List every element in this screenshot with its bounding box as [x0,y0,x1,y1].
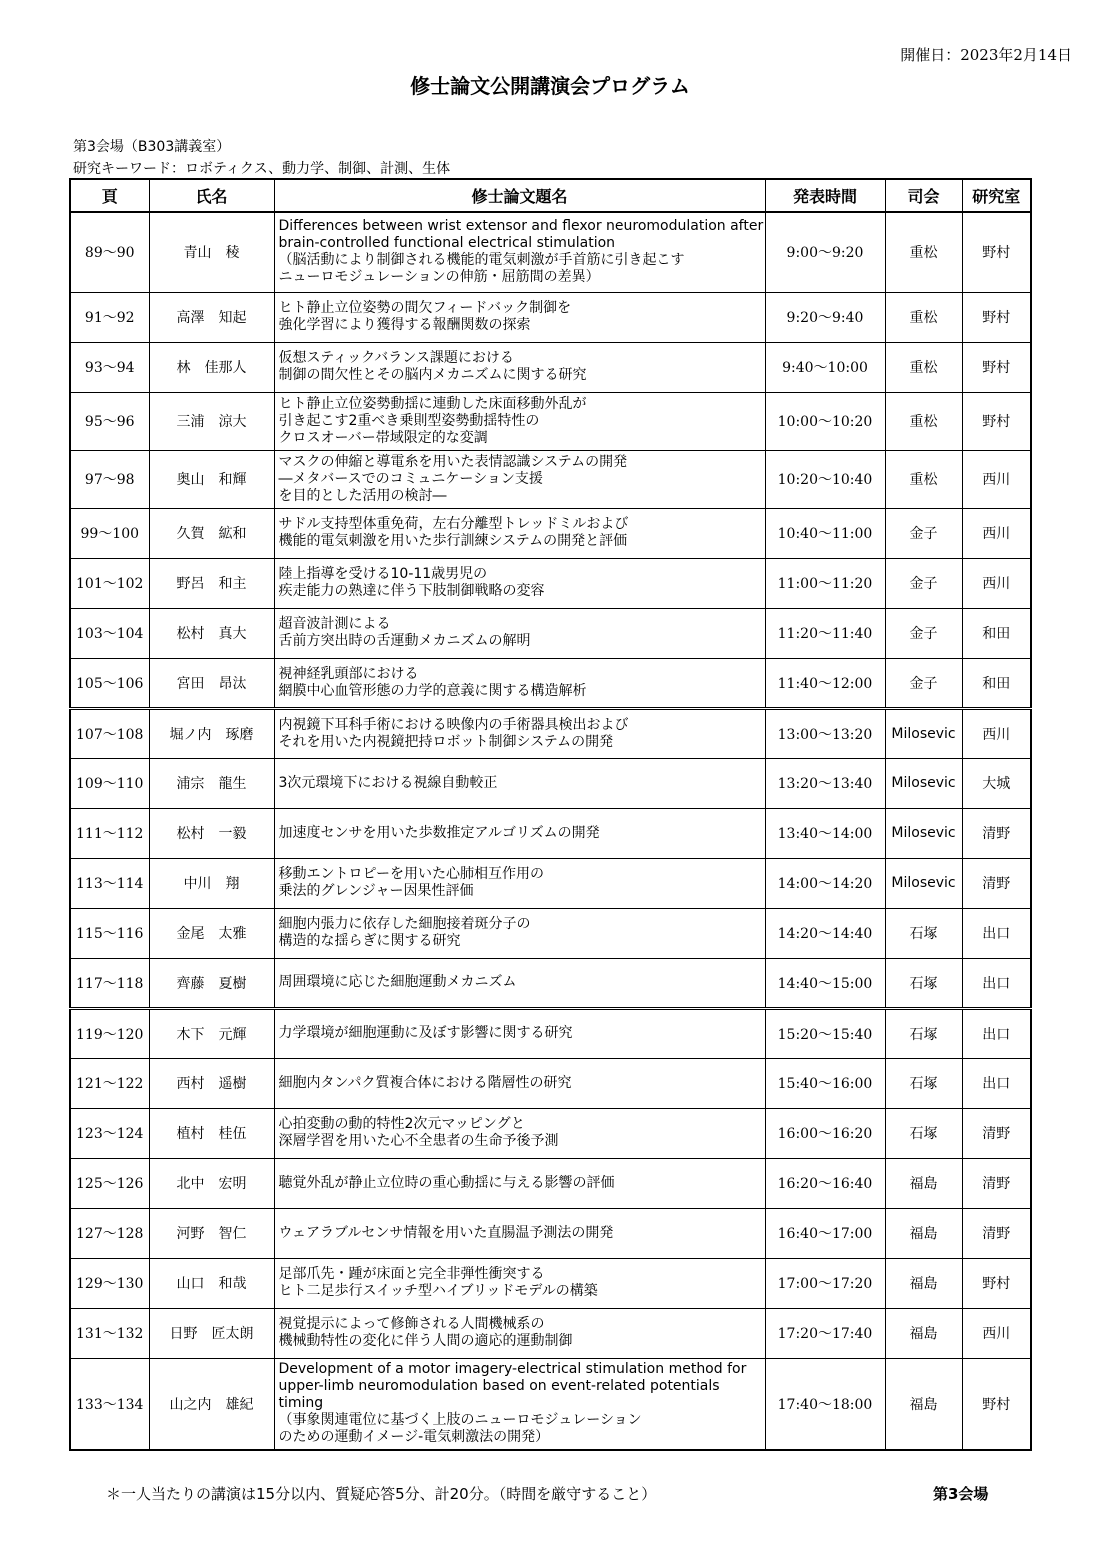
table-row [70,708,1031,758]
footnote: ＊一人当たりの講演は15分以内、質疑応答5分、計20分。（時間を厳守すること） [106,1485,657,1503]
cell-name: 宮田 昂汰 [149,658,274,708]
cell-page: 115～116 [70,908,149,958]
cell-time: 14:40～15:00 [765,958,885,1008]
cell-lab: 野村 [962,342,1031,392]
cell-title: 3次元環境下における視線自動較正 [274,758,765,808]
cell-title: 足部爪先・踵が床面と完全非弾性衝突する ヒト二足歩行スイッチ型ハイブリッドモデルの構築 [274,1258,765,1308]
cell-title: ヒト静止立位姿勢動揺に連動した床面移動外乱が 引き起こす2重べき乗則型姿勢動揺特性の クロスオーバー帯域限定的な変調 [274,392,765,450]
cell-lab: 西川 [962,708,1031,758]
cell-title: 心拍変動の動的特性2次元マッピングと 深層学習を用いた心不全患者の生命予後予測 [274,1108,765,1158]
cell-title: Differences between wrist extensor and flexor neuromodulation after brain-controlled functional electrical stimulation （脳活動により制御される機能的電気刺激が手首筋に引き起こす ニューロモジュレーションの伸筋・屈筋間の差異） [274,212,765,292]
cell-chair: 福島 [885,1158,962,1208]
cell-name: 野呂 和主 [149,558,274,608]
cell-name: 松村 一毅 [149,808,274,858]
col-header-chair: 司会 [885,179,962,212]
table-row [70,1308,1031,1358]
cell-page: 91～92 [70,292,149,342]
cell-time: 10:00～10:20 [765,392,885,450]
cell-time: 17:20～17:40 [765,1308,885,1358]
cell-title: 力学環境が細胞運動に及ぼす影響に関する研究 [274,1008,765,1058]
cell-title: マスクの伸縮と導電糸を用いた表情認識システムの開発 ―メタバースでのコミュニケーション支援 を目的とした活用の検討― [274,450,765,508]
col-header-name: 氏名 [149,179,274,212]
cell-chair: Milosevic [885,858,962,908]
cell-chair: 石塚 [885,1108,962,1158]
cell-title: 細胞内張力に依存した細胞接着斑分子の 構造的な揺らぎに関する研究 [274,908,765,958]
table-row [70,1008,1031,1058]
cell-name: 林 佳那人 [149,342,274,392]
cell-time: 9:20～9:40 [765,292,885,342]
cell-name: 植村 桂伍 [149,1108,274,1158]
cell-chair: 石塚 [885,908,962,958]
cell-chair: 福島 [885,1358,962,1450]
cell-lab: 出口 [962,958,1031,1008]
cell-name: 久賀 絋和 [149,508,274,558]
cell-chair: 重松 [885,450,962,508]
cell-name: 木下 元輝 [149,1008,274,1058]
cell-name: 高澤 知起 [149,292,274,342]
cell-time: 11:20～11:40 [765,608,885,658]
cell-name: 山之内 雄紀 [149,1358,274,1450]
cell-lab: 野村 [962,292,1031,342]
room-label: 第3会場 [933,1485,989,1503]
cell-name: 堀ノ内 琢磨 [149,708,274,758]
cell-page: 105～106 [70,658,149,708]
table-row [70,342,1031,392]
cell-lab: 清野 [962,808,1031,858]
table-row [70,658,1031,708]
cell-time: 14:20～14:40 [765,908,885,958]
table-row [70,1358,1031,1450]
cell-time: 13:20～13:40 [765,758,885,808]
cell-title: ウェアラブルセンサ情報を用いた直腸温予測法の開発 [274,1208,765,1258]
cell-name: 北中 宏明 [149,1158,274,1208]
cell-chair: 福島 [885,1258,962,1308]
cell-lab: 出口 [962,908,1031,958]
cell-title: 加速度センサを用いた歩数推定アルゴリズムの開発 [274,808,765,858]
cell-page: 93～94 [70,342,149,392]
cell-lab: 野村 [962,212,1031,292]
cell-time: 16:00～16:20 [765,1108,885,1158]
table-row [70,858,1031,908]
cell-time: 16:40～17:00 [765,1208,885,1258]
cell-name: 金尾 太雅 [149,908,274,958]
cell-name: 山口 和哉 [149,1258,274,1308]
cell-page: 113～114 [70,858,149,908]
cell-page: 103～104 [70,608,149,658]
cell-page: 123～124 [70,1108,149,1158]
cell-name: 中川 翔 [149,858,274,908]
cell-time: 17:40～18:00 [765,1358,885,1450]
cell-name: 浦宗 龍生 [149,758,274,808]
cell-lab: 野村 [962,1258,1031,1308]
cell-name: 三浦 涼大 [149,392,274,450]
cell-chair: 重松 [885,212,962,292]
cell-lab: 西川 [962,558,1031,608]
cell-lab: 和田 [962,608,1031,658]
table-header-row [70,179,1031,212]
cell-page: 117～118 [70,958,149,1008]
cell-title: 周囲環境に応じた細胞運動メカニズム [274,958,765,1008]
cell-page: 101～102 [70,558,149,608]
cell-time: 10:20～10:40 [765,450,885,508]
date-label: 開催日：2023年2月14日 [900,46,1072,64]
cell-title: サドル支持型体重免荷，左右分離型トレッドミルおよび 機能的電気刺激を用いた歩行訓練システムの開発と評価 [274,508,765,558]
cell-lab: 野村 [962,1358,1031,1450]
cell-chair: 金子 [885,608,962,658]
cell-title: 視神経乳頭部における 網膜中心血管形態の力学的意義に関する構造解析 [274,658,765,708]
program-table [69,178,1032,1451]
cell-chair: 石塚 [885,958,962,1008]
venue-label: 第3会場（B303講義室） [73,139,231,155]
cell-title: ヒト静止立位姿勢の間欠フィードバック制御を 強化学習により獲得する報酬関数の探索 [274,292,765,342]
cell-page: 119～120 [70,1008,149,1058]
cell-time: 15:40～16:00 [765,1058,885,1108]
cell-time: 11:00～11:20 [765,558,885,608]
table-row [70,908,1031,958]
cell-title: 視覚提示によって修飾される人間機械系の 機械動特性の変化に伴う人間の適応的運動制御 [274,1308,765,1358]
cell-time: 16:20～16:40 [765,1158,885,1208]
cell-page: 89～90 [70,212,149,292]
cell-name: 日野 匠太朗 [149,1308,274,1358]
table-row [70,808,1031,858]
cell-time: 9:40～10:00 [765,342,885,392]
cell-title: 聴覚外乱が静止立位時の重心動揺に与える影響の評価 [274,1158,765,1208]
table-row [70,1158,1031,1208]
table-row [70,1258,1031,1308]
cell-page: 133～134 [70,1358,149,1450]
cell-page: 107～108 [70,708,149,758]
cell-page: 131～132 [70,1308,149,1358]
cell-title: 移動エントロピーを用いた心肺相互作用の 乗法的グレンジャー因果性評価 [274,858,765,908]
cell-name: 西村 遥樹 [149,1058,274,1108]
col-header-title: 修士論文題名 [274,179,765,212]
col-header-time: 発表時間 [765,179,885,212]
table-row [70,1208,1031,1258]
cell-lab: 清野 [962,1108,1031,1158]
cell-time: 10:40～11:00 [765,508,885,558]
cell-page: 111～112 [70,808,149,858]
cell-lab: 大城 [962,758,1031,808]
cell-time: 14:00～14:20 [765,858,885,908]
cell-lab: 西川 [962,1308,1031,1358]
table-body [70,212,1031,1450]
cell-lab: 西川 [962,450,1031,508]
cell-chair: 福島 [885,1308,962,1358]
cell-page: 99～100 [70,508,149,558]
cell-chair: 金子 [885,508,962,558]
cell-lab: 野村 [962,392,1031,450]
cell-time: 9:00～9:20 [765,212,885,292]
cell-chair: 重松 [885,292,962,342]
cell-chair: 重松 [885,342,962,392]
cell-lab: 西川 [962,508,1031,558]
cell-lab: 清野 [962,1158,1031,1208]
table-row [70,450,1031,508]
cell-title: 陸上指導を受ける10-11歳男児の 疾走能力の熟達に伴う下肢制御戦略の変容 [274,558,765,608]
cell-lab: 出口 [962,1008,1031,1058]
cell-time: 15:20～15:40 [765,1008,885,1058]
cell-lab: 清野 [962,1208,1031,1258]
cell-time: 17:00～17:20 [765,1258,885,1308]
cell-lab: 和田 [962,658,1031,708]
table-row [70,212,1031,292]
keywords-label: 研究キーワード：ロボティクス、動力学、制御、計測、生体 [73,161,451,177]
cell-page: 129～130 [70,1258,149,1308]
cell-lab: 清野 [962,858,1031,908]
cell-lab: 出口 [962,1058,1031,1108]
cell-title: Development of a motor imagery-electrical stimulation method for upper-limb neuromodulation based on event-related potentials timing （事象関連電位に基づく上肢のニューロモジュレーション のための運動イメージ-電気刺激法の開発） [274,1358,765,1450]
table-row [70,1058,1031,1108]
cell-chair: Milosevic [885,758,962,808]
cell-name: 河野 智仁 [149,1208,274,1258]
cell-title: 超音波計測による 舌前方突出時の舌運動メカニズムの解明 [274,608,765,658]
cell-title: 細胞内タンパク質複合体における階層性の研究 [274,1058,765,1108]
col-header-lab: 研究室 [962,179,1031,212]
table-row [70,292,1031,342]
cell-time: 11:40～12:00 [765,658,885,708]
table-row [70,958,1031,1008]
cell-time: 13:00～13:20 [765,708,885,758]
cell-name: 奥山 和輝 [149,450,274,508]
cell-chair: Milosevic [885,808,962,858]
table-row [70,608,1031,658]
cell-page: 121～122 [70,1058,149,1108]
cell-chair: 金子 [885,558,962,608]
cell-page: 127～128 [70,1208,149,1258]
cell-chair: Milosevic [885,708,962,758]
cell-name: 青山 稜 [149,212,274,292]
table-row [70,758,1031,808]
table-row [70,508,1031,558]
cell-chair: 重松 [885,392,962,450]
cell-title: 仮想スティックバランス課題における 制御の間欠性とその脳内メカニズムに関する研究 [274,342,765,392]
page-title: 修士論文公開講演会プログラム [410,74,690,98]
cell-title: 内視鏡下耳科手術における映像内の手術器具検出および それを用いた内視鏡把持ロボット制御システムの開発 [274,708,765,758]
cell-page: 109～110 [70,758,149,808]
table-row [70,1108,1031,1158]
col-header-page: 頁 [70,179,149,212]
cell-page: 97～98 [70,450,149,508]
cell-name: 齊藤 夏樹 [149,958,274,1008]
cell-chair: 福島 [885,1208,962,1258]
cell-name: 松村 真大 [149,608,274,658]
cell-chair: 石塚 [885,1058,962,1108]
cell-page: 95～96 [70,392,149,450]
cell-time: 13:40～14:00 [765,808,885,858]
table-row [70,558,1031,608]
cell-chair: 金子 [885,658,962,708]
table-row [70,392,1031,450]
cell-page: 125～126 [70,1158,149,1208]
cell-chair: 石塚 [885,1008,962,1058]
